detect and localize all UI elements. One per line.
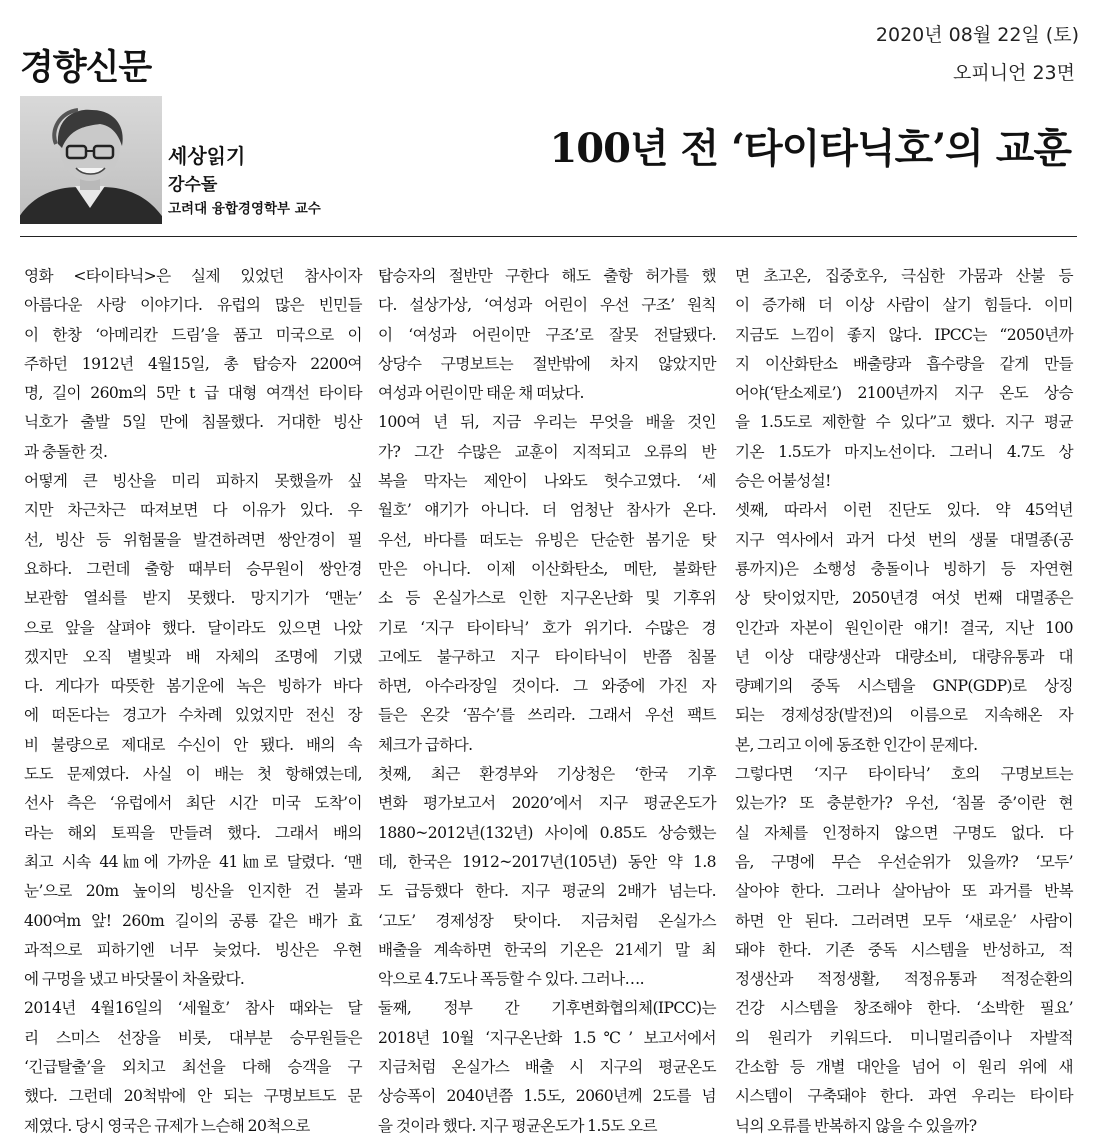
article-text-line: 기로 ‘지구 타이타닉’ 호가 위기다. 수많은 경 xyxy=(378,618,716,637)
article-text-line: 2018년 10월 ‘지구온난화 1.5℃’ 보고서에서 xyxy=(378,1028,716,1047)
article-text-line: 음, 구명에 무슨 우선순위가 있을까? ‘모두’ xyxy=(735,852,1073,871)
article-text-line: 영화 <타이타닉>은 실제 있었던 참사이자 xyxy=(24,267,362,285)
header-divider xyxy=(20,236,1077,237)
author-photo xyxy=(20,96,162,224)
article-text-line: 하면 안 된다. 그러려면 모두 ‘새로운’ 사람이 xyxy=(735,911,1073,930)
article-text-line: 어떻게 큰 빙산을 미리 피하지 못했을까 싶 xyxy=(24,472,362,491)
article-text-line: 정생산과 적정생활, 적정유통과 적정순환의 xyxy=(735,970,1073,989)
article-column-2 xyxy=(378,262,716,1137)
article-text-line: ‘고도’ 경제성장 탓이다. 지금처럼 온실가스 xyxy=(378,911,716,930)
article-text-line: 시스템이 구축돼야 한다. 과연 우리는 타이타 xyxy=(735,1087,1073,1106)
article-column-3 xyxy=(735,262,1073,1137)
article-text-line: 셋째, 따라서 이런 진단도 있다. 약 45억년 xyxy=(735,501,1073,520)
article-text-line: 1880~2012년(132년) 사이에 0.85도 상승했는 xyxy=(378,823,716,842)
article-text-line: 최고 시속 44㎞에 가까운 41㎞로 달렸다. ‘맨 xyxy=(24,852,362,871)
article-text-line: 악으로 4.7도나 폭등할 수 있다. 그러나…. xyxy=(378,970,644,989)
article-text-line: 지구 역사에서 과거 다섯 번의 생물 대멸종(공 xyxy=(735,530,1073,549)
article-text-line: 인간과 자본이 원인이란 얘기! 결국, 지난 100 xyxy=(735,618,1073,637)
issue-date: 2020년 08월 22일 (토) xyxy=(875,24,1079,46)
article-text-line: 의 원리가 키워드다. 미니멀리즘이나 자발적 xyxy=(735,1028,1073,1047)
article-text-line: 요하다. 그런데 출항 때부터 승무원이 쌍안경 xyxy=(24,559,362,578)
article-text-line: 지금도 느낌이 좋지 않다. IPCC는 “2050년까 xyxy=(735,325,1073,344)
article-text-line: 있는가? 또 충분한가? 우선, ‘침몰 중’이란 현 xyxy=(735,794,1073,813)
article-text-line: 다. 게다가 따뜻한 봄기운에 녹은 빙하가 바다 xyxy=(24,677,362,696)
article-text-line: 과 충돌한 것. xyxy=(24,442,108,461)
article-text-line: 으로 앞을 살펴야 했다. 달이라도 있으면 나았 xyxy=(24,618,362,637)
article-text-line: 이 증가해 더 이상 사람이 살기 힘들다. 이미 xyxy=(735,296,1073,315)
article-text-line: 하면, 아수라장일 것이다. 그 와중에 가진 자 xyxy=(378,677,716,696)
column-title: 세상읽기 xyxy=(168,144,246,168)
article-text-line: 했다. 그런데 20척밖에 안 되는 구명보트도 문 xyxy=(24,1087,362,1106)
article-text-line: 에 떠돈다는 경고가 수차례 있었지만 전신 장 xyxy=(24,706,362,725)
article-text-line: 지만 차근차근 따져보면 다 이유가 있다. 우 xyxy=(24,501,362,520)
article-text-line: 변화 평가보고서 2020’에서 지구 평균온도가 xyxy=(378,794,716,813)
article-text-line: 상 탓이었지만, 2050년경 여섯 번째 대멸종은 xyxy=(735,589,1073,608)
article-text-line: 되는 경제성장(발전)의 이름으로 지속해온 자 xyxy=(735,706,1073,725)
article-text-line: 체크가 급하다. xyxy=(378,735,473,754)
article-text-line: 도도 문제였다. 사실 이 배는 첫 항해였는데, xyxy=(24,765,362,784)
article-text-line: 가? 그간 수많은 교훈이 지적되고 오류의 반 xyxy=(378,442,716,461)
article-text-line: 둘째, 정부 간 기후변화협의체(IPCC)는 xyxy=(378,999,716,1018)
article-text-line: 우선, 바다를 떠도는 유빙은 단순한 봄기운 탓 xyxy=(378,530,716,549)
article-text-line: 이 ‘여성과 어린이만 구조’로 잘못 전달됐다. xyxy=(378,325,716,344)
article-text-line: 데, 한국은 1912~2017년(105년) 동안 약 1.8 xyxy=(378,852,716,871)
article-text-line: 상승폭이 2040년쯤 1.5도, 2060년께 2도를 넘 xyxy=(378,1087,716,1106)
article-text-line: 실 자체를 인정하지 않으면 구명도 없다. 다 xyxy=(735,823,1073,842)
article-text-line: 에 구멍을 냈고 바닷물이 차올랐다. xyxy=(24,970,245,989)
article-text-line: 리 스미스 선장을 비롯, 대부분 승무원들은 xyxy=(24,1028,362,1047)
article-text-line: 을 것이라 했다. 지구 평균온도가 1.5도 오르 xyxy=(378,1116,657,1135)
article-text-line: ‘긴급탈출’을 외치고 최선을 다해 승객을 구 xyxy=(24,1058,362,1077)
article-text-line: 상당수 구명보트는 절반밖에 차지 않았지만 xyxy=(378,354,716,373)
article-text-line: 보관함 열쇠를 받지 못했다. 망지기가 ‘맨눈’ xyxy=(24,589,362,608)
article-text-line: 선, 빙산 등 위험물을 발견하려면 쌍안경이 필 xyxy=(24,530,362,549)
article-text-line: 소 등 온실가스로 인한 지구온난화 및 기후위 xyxy=(378,589,716,608)
article-text-line: 건강 시스템을 창조해야 한다. ‘소박한 필요’ xyxy=(735,999,1073,1018)
article-text-line: 닉의 오류를 반복하지 않을 수 있을까? xyxy=(735,1116,977,1135)
article-text-line: 400여m 앞! 260m 길이의 공룡 같은 배가 효 xyxy=(24,911,362,930)
article-text-line: 만은 아니다. 이제 이산화탄소, 메탄, 불화탄 xyxy=(378,559,716,578)
article-text-line: 면 초고온, 집중호우, 극심한 가뭄과 산불 등 xyxy=(735,267,1073,285)
article-text-line: 주하던 1912년 4월15일, 총 탑승자 2200여 xyxy=(24,354,362,373)
article-text-line: 년 이상 대량생산과 대량소비, 대량유통과 대 xyxy=(735,647,1073,666)
article-text-line: 어야(‘탄소제로’) 2100년까지 지구 온도 상승 xyxy=(735,384,1073,403)
article-text-line: 고에도 불구하고 지구 타이타닉이 반쯤 침몰 xyxy=(378,647,716,666)
article-text-line: 을 1.5도로 제한할 수 있다”고 했다. 지구 평균 xyxy=(735,413,1073,432)
article-text-line: 복을 막자는 제안이 나와도 헛수고였다. ‘세 xyxy=(378,472,716,491)
article-text-line: 여성과 어린이만 태운 채 떠났다. xyxy=(378,384,584,403)
article-headline: 100년 전 ‘타이타닉호’의 교훈 xyxy=(549,125,1071,172)
article-text-line: 들은 온갖 ‘꼼수’를 쓰리라. 그래서 우선 팩트 xyxy=(378,706,716,725)
article-text-line: 간소함 등 개별 대안을 넘어 이 원리 위에 새 xyxy=(735,1058,1073,1077)
article-text-line: 아름다운 사랑 이야기다. 유럽의 많은 빈민들 xyxy=(24,296,362,315)
article-text-line: 2014년 4월16일의 ‘세월호’ 참사 때와는 달 xyxy=(24,999,362,1018)
author-name: 강수돌 xyxy=(168,175,218,195)
article-text-line: 선사 측은 ‘유럽에서 최단 시간 미국 도착’이 xyxy=(24,794,362,813)
article-text-line: 다. 설상가상, ‘여성과 어린이 우선 구조’ 원칙 xyxy=(378,296,716,315)
author-affiliation: 고려대 융합경영학부 교수 xyxy=(168,201,321,217)
article-column-1 xyxy=(24,262,362,1137)
article-text-line: 지금처럼 온실가스 배출 시 지구의 평균온도 xyxy=(378,1058,716,1077)
section-page: 오피니언 23면 xyxy=(953,62,1075,84)
article-text-line: 탑승자의 절반만 구한다 해도 출항 허가를 했 xyxy=(378,267,716,285)
article-text-line: 100여 년 뒤, 지금 우리는 무엇을 배울 것인 xyxy=(378,413,716,432)
article-text-line: 룡까지)은 소행성 충돌이나 빙하기 등 자연현 xyxy=(735,559,1073,578)
article-text-line: 배출을 계속하면 한국의 기온은 21세기 말 최 xyxy=(378,940,716,959)
newspaper-logo: 경향신문 xyxy=(20,48,152,88)
article-text-line: 량폐기의 중독 시스템을 GNP(GDP)로 상징 xyxy=(735,677,1073,696)
article-text-line: 살아야 한다. 그러나 살아남아 또 과거를 반복 xyxy=(735,882,1073,901)
article-text-line: 명, 길이 260m의 5만 t 급 대형 여객선 타이타 xyxy=(24,384,362,403)
article-text-line: 겠지만 오직 별빛과 배 자체의 조명에 기댔 xyxy=(24,647,362,666)
article-text-line: 기온 1.5도가 마지노선이다. 그러니 4.7도 상 xyxy=(735,442,1073,461)
article-text-line: 지 이산화탄소 배출량과 흡수량을 같게 만들 xyxy=(735,354,1073,373)
article-text-line: 돼야 한다. 기존 중독 시스템을 반성하고, 적 xyxy=(735,940,1073,959)
article-text-line: 눈’으로 20m 높이의 빙산을 인지한 건 불과 xyxy=(24,882,362,901)
article-text-line: 도 급등했다 한다. 지구 평균의 2배가 넘는다. xyxy=(378,882,716,901)
article-text-line: 라는 해외 토픽을 만들려 했다. 그래서 배의 xyxy=(24,823,362,842)
article-text-line: 과적으로 피하기엔 너무 늦었다. 빙산은 우현 xyxy=(24,940,362,959)
article-text-line: 그렇다면 ‘지구 타이타닉’ 호의 구명보트는 xyxy=(735,765,1073,784)
article-text-line: 본, 그리고 이에 동조한 인간이 문제다. xyxy=(735,735,978,754)
article-text-line: 월호’ 얘기가 아니다. 더 엄청난 참사가 온다. xyxy=(378,501,716,520)
article-text-line: 제였다. 당시 영국은 규제가 느슨해 20척으로 xyxy=(24,1116,310,1135)
article-text-line: 닉호가 출발 5일 만에 침몰했다. 거대한 빙산 xyxy=(24,413,362,432)
article-text-line: 승은 어불성설! xyxy=(735,472,831,491)
article-text-line: 첫째, 최근 환경부와 기상청은 ‘한국 기후 xyxy=(378,765,716,784)
article-text-line: 이 한창 ‘아메리칸 드림’을 품고 미국으로 이 xyxy=(24,325,362,344)
article-text-line: 비 불량으로 제대로 수신이 안 됐다. 배의 속 xyxy=(24,735,362,754)
